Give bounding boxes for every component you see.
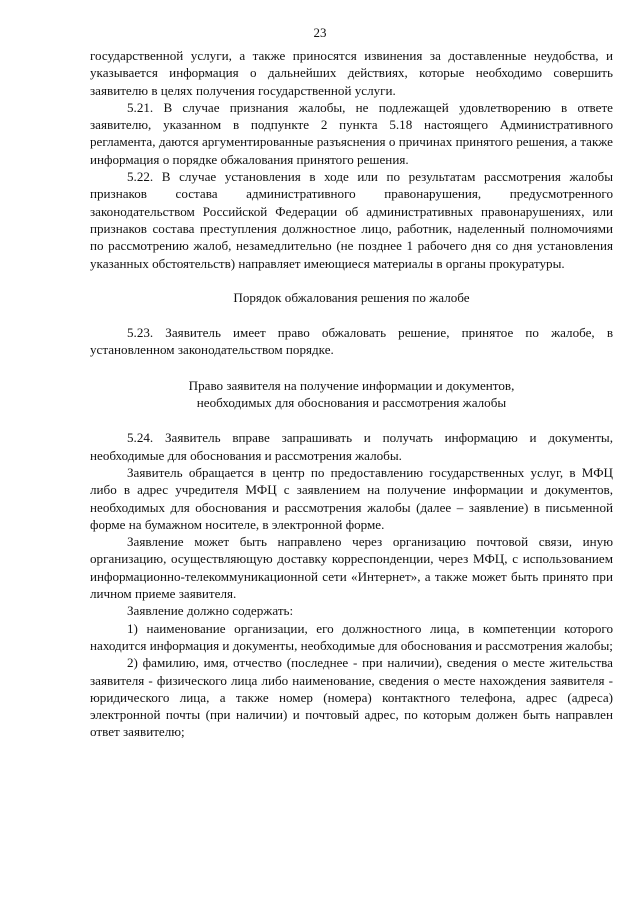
paragraph-5-23: 5.23. Заявитель имеет право обжаловать решение, принятое по жалобе, в установленном законодательством порядке. — [90, 325, 613, 358]
paragraph-application-contents: Заявление должно содержать: — [127, 603, 294, 619]
paragraph-application-channels: Заявитель обращается в центр по предоставлению государственных услуг, в МФЦ либо в адрес учредителя МФЦ с заявлением на получение информации и документов, необходимых для обоснования и рассмотрения жалобы (далее – заявление) в письменной форме на бумажном носителе, в электронной форме. — [90, 464, 613, 532]
list-item-1: 1) наименование организации, его должностного лица, в компетенции которого находится информация и документы, необходимые для обоснования и рассмотрения жалобы; — [90, 620, 613, 653]
list-item-2: 2) фамилию, имя, отчество (последнее - при наличии), сведения о месте жительства заявителя - физического лица либо наименование, сведения о месте нахождения заявителя - юридического лица, а также номер (номера) контактного телефона, адрес (адреса) электронной почты (при наличии) и почтовый адрес, по которым должен быть направлен ответ заявителю; — [90, 655, 613, 740]
paragraph-5-21: 5.21. В случае признания жалобы, не подлежащей удовлетворению в ответе заявителю, указанном в подпункте 2 пункта 5.18 настоящего Административного регламента, даются аргументированные разъяснения о причинах принятого решения, а также информация о порядке обжалования принятого решения. — [90, 99, 613, 167]
paragraph-5-22: 5.22. В случае установления в ходе или по результатам рассмотрения жалобы признаков состава административного правонарушения, предусмотренного законодательством Российской Федерации об административных правонарушениях, или признаков состава преступления должностное лицо, работник, наделенный полномочиями по рассмотрению жалоб, незамедлительно (не позднее 1 рабочего дня со дня установления указанных обстоятельств) направляет имеющиеся материалы в органы прокуратуры. — [90, 169, 613, 271]
section-heading-rights-line1: Право заявителя на получение информации и документов, — [188, 377, 515, 393]
section-heading-rights-line2: необходимых для обоснования и рассмотрения жалобы — [196, 395, 507, 411]
section-heading-appeal-order: Порядок обжалования решения по жалобе — [233, 289, 470, 305]
paragraph-5-24: 5.24. Заявитель вправе запрашивать и получать информацию и документы, необходимые для обоснования и рассмотрения жалобы. — [90, 430, 613, 463]
paragraph-application-delivery: Заявление может быть направлено через организацию почтовой связи, иную организацию, осуществляющую доставку корреспонденции, через МФЦ, с использованием информационно-телекоммуникационной сети «Интернет», а также может быть принято при личном приеме заявителя. — [90, 534, 613, 602]
paragraph-continuation: государственной услуги, а также приносятся извинения за доставленные неудобства, и указывается информация о дальнейших действиях, которые необходимо совершить заявителю в целях получения государственной услуги. — [90, 48, 613, 98]
page-number: 23 — [313, 25, 327, 40]
document-body — [90, 47, 613, 741]
